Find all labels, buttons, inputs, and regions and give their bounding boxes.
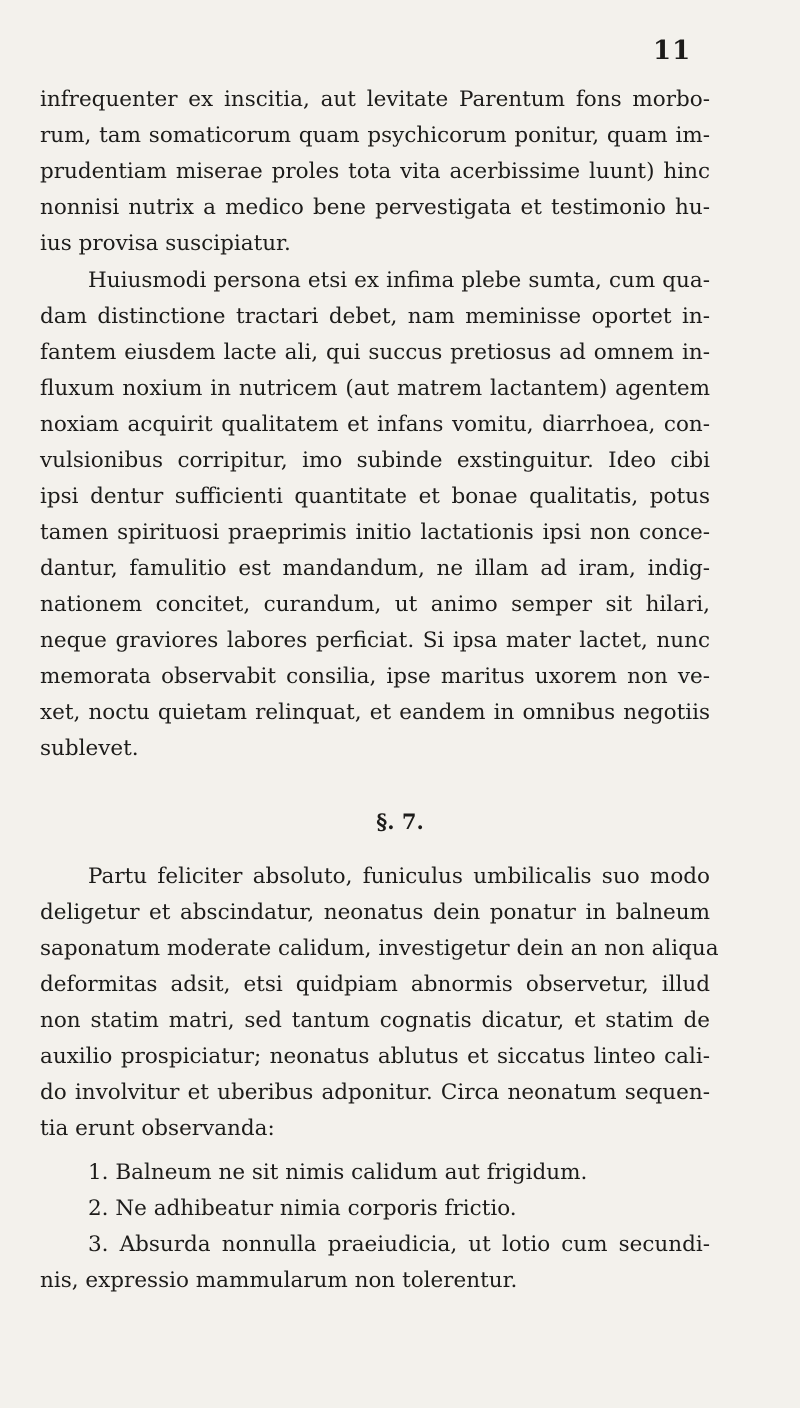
text-line: sublevet. [40, 736, 139, 761]
text-line: tia erunt observanda: [40, 1116, 275, 1141]
list-item: 2. Ne adhibeatur nimia corporis frictio. [88, 1196, 517, 1221]
text-line: saponatum moderate calidum, investigetur dein an non aliqua [40, 936, 719, 961]
text-line: memorata observabit consilia, ipse maritus uxorem non ve- [40, 664, 710, 689]
text-line: Huiusmodi persona etsi ex infima plebe sumta, cum qua- [88, 268, 710, 293]
text-line: tamen spirituosi praeprimis initio lactationis ipsi non conce- [40, 520, 710, 545]
text-line: dantur, famulitio est mandandum, ne illam ad iram, indig- [40, 556, 710, 581]
text-line: ius provisa suscipiatur. [40, 231, 291, 256]
text-line: Partu feliciter absoluto, funiculus umbilicalis suo modo [88, 864, 710, 889]
text-line: auxilio prospiciatur; neonatus ablutus et siccatus linteo cali- [40, 1044, 710, 1069]
text-line: ipsi dentur sufficienti quantitate et bonae qualitatis, potus [40, 484, 710, 509]
list-item: 1. Balneum ne sit nimis calidum aut frigidum. [88, 1160, 588, 1185]
text-line: xet, noctu quietam relinquat, et eandem in omnibus negotiis [40, 700, 710, 725]
text-line: dam distinctione tractari debet, nam meminisse oportet in- [40, 304, 710, 329]
text-line: neque graviores labores perficiat. Si ipsa mater lactet, nunc [40, 628, 710, 653]
list-item-continuation: nis, expressio mammularum non tolerentur. [40, 1268, 518, 1293]
text-line: fluxum noxium in nutricem (aut matrem lactantem) agentem [40, 376, 710, 401]
text-line: deligetur et abscindatur, neonatus dein ponatur in balneum [40, 900, 710, 925]
page-number: 11 [653, 36, 692, 66]
text-line: prudentiam miserae proles tota vita acerbissime luunt) hinc [40, 159, 710, 184]
text-line: rum, tam somaticorum quam psychicorum ponitur, quam im- [40, 123, 710, 148]
text-line: vulsionibus corripitur, imo subinde exstinguitur. Ideo cibi [40, 448, 710, 473]
section-heading: §. 7. [376, 809, 424, 834]
text-line: do involvitur et uberibus adponitur. Circa neonatum sequen- [40, 1080, 710, 1105]
text-line: nonnisi nutrix a medico bene pervestigata et testimonio hu- [40, 195, 710, 220]
text-line: nationem concitet, curandum, ut animo semper sit hilari, [40, 592, 710, 617]
text-line: fantem eiusdem lacte ali, qui succus pretiosus ad omnem in- [40, 340, 710, 365]
text-line: non statim matri, sed tantum cognatis dicatur, et statim de [40, 1008, 710, 1033]
list-item: 3. Absurda nonnulla praeiudicia, ut lotio cum secundi- [88, 1232, 710, 1257]
text-line: noxiam acquirit qualitatem et infans vomitu, diarrhoea, con- [40, 412, 710, 437]
text-line: deformitas adsit, etsi quidpiam abnormis observetur, illud [40, 972, 710, 997]
text-line: infrequenter ex inscitia, aut levitate Parentum fons morbo- [40, 87, 710, 112]
